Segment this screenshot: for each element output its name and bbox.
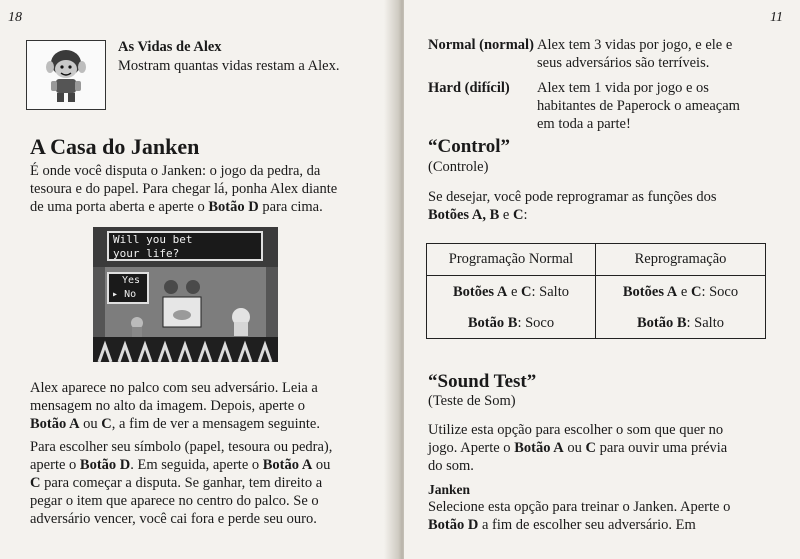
table-cell-reprogram-b: Botão B: Salto bbox=[596, 309, 766, 339]
hard-mode-label: Hard (difícil) bbox=[428, 80, 510, 96]
page-number-right: 11 bbox=[770, 10, 783, 25]
alex-lives-icon-box bbox=[26, 40, 106, 110]
control-subtitle: (Controle) bbox=[428, 159, 489, 175]
button-mapping-table bbox=[426, 243, 766, 339]
janken-game-screenshot bbox=[93, 227, 278, 362]
janken-house-paragraph-1: É onde você disputa o Janken: o jogo da pedra, da tesoura e do papel. Para chegar lá, ponha Alex diante de uma porta aberta e aperte o Botão D para cima. bbox=[30, 163, 338, 215]
selection-cursor-icon: ▸ bbox=[112, 289, 119, 300]
page-number-left: 18 bbox=[8, 10, 22, 25]
janken-house-paragraph-3: Para escolher seu símbolo (papel, tesoura ou pedra), aperte o Botão D. Em seguida, aperte o Botão A ou C para começar a disputa. Se ganhar, tem direito a pegar o item que aparece no centro do palco. Se o adversário vencer, você cai fora e perde seu ouro. bbox=[30, 439, 333, 527]
left-page bbox=[0, 0, 396, 559]
sound-test-description: Utilize esta opção para escolher o som que quer no jogo. Aperte o Botão A ou C para ouvir uma prévia do som. bbox=[428, 422, 728, 474]
janken-option-heading: Janken bbox=[428, 482, 471, 497]
yes-no-choice-box bbox=[107, 272, 149, 304]
table-cell-normal-ac: Botões A e C: Salto bbox=[427, 276, 596, 309]
janken-house-paragraph-2: Alex aparece no palco com seu adversário. Leia a mensagem no alto da imagem. Depois, aperte o Botão A ou C, a fim de ver a mensagem seguinte. bbox=[30, 380, 320, 432]
right-page bbox=[404, 0, 800, 559]
choice-yes: Yes bbox=[122, 275, 141, 286]
table-cell-normal-b: Botão B: Soco bbox=[427, 309, 596, 339]
choice-no: No bbox=[124, 289, 137, 300]
control-description: Se desejar, você pode reprogramar as funções dos Botões A, B e C: bbox=[428, 189, 717, 223]
lives-text: Mostram quantas vidas restam a Alex. bbox=[118, 58, 340, 74]
lives-title: As Vidas de Alex bbox=[118, 39, 222, 55]
janken-house-heading: A Casa do Janken bbox=[30, 134, 200, 159]
alex-face-icon bbox=[27, 41, 105, 109]
hard-mode-description: Alex tem 1 vida por jogo e os habitantes de Paperock o ameaçam em toda a parte! bbox=[537, 80, 740, 132]
janken-option-description: Selecione esta opção para treinar o Janken. Aperte o Botão D a fim de escolher seu adversário. Em bbox=[428, 499, 731, 533]
table-header-reprogram: Reprogramação bbox=[596, 244, 766, 276]
sound-test-heading: “Sound Test” bbox=[428, 371, 537, 392]
table-header-normal: Programação Normal bbox=[427, 244, 596, 276]
normal-mode-label: Normal (normal) bbox=[428, 37, 534, 53]
janken-dialog-box: Will you bet your life? bbox=[107, 231, 263, 261]
normal-mode-description: Alex tem 3 vidas por jogo, e ele e seus adversários são terríveis. bbox=[537, 37, 733, 71]
control-heading: “Control” bbox=[428, 136, 510, 157]
sound-test-subtitle: (Teste de Som) bbox=[428, 393, 516, 409]
table-cell-reprogram-ac: Botões A e C: Soco bbox=[596, 276, 766, 309]
